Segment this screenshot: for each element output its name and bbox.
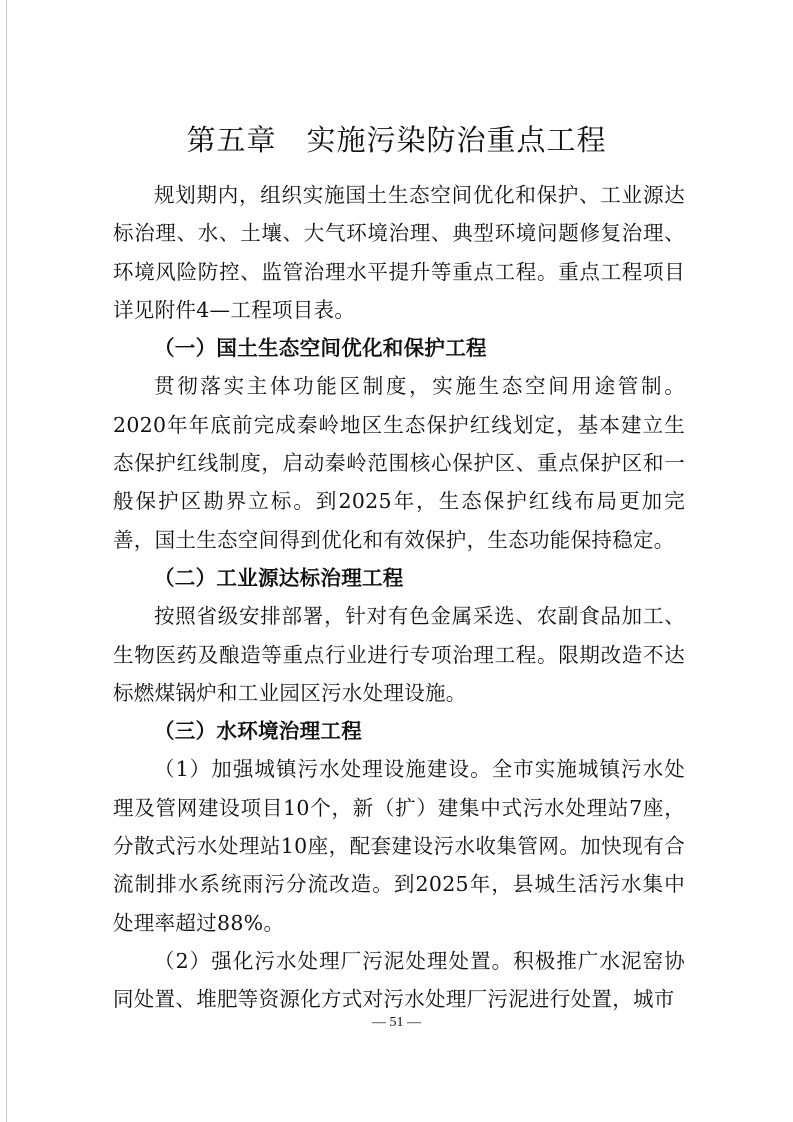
section-heading-2: （二）工业源达标治理工程 — [154, 565, 404, 590]
chapter-title: 第五章 实施污染防治重点工程 — [186, 123, 607, 157]
paragraph-section-2: 按照省级安排部署，针对有色金属采选、农副食品加工、生物医药及酿造等重点行业进行专项治理工程。限期改造不达标燃煤锅炉和工业园区污水处理设施。 — [113, 604, 685, 705]
page-number: — 51 — — [372, 1015, 421, 1030]
paragraph-section-3-item-2: （2）强化污水处理厂污泥处理处置。积极推广水泥窑协同处置、堆肥等资源化方式对污水处理厂污泥进行处置，城市 — [113, 948, 685, 1012]
paragraph-section-3-item-1: （1）加强城镇污水处理设施建设。全市实施城镇污水处理及管网建设项目10个，新（扩）建集中式污水处理站7座，分散式污水处理站10座，配套建设污水收集管网。加快现有合流制排水系统雨污分流改造。到2025年，县城生活污水集中处理率超过88%。 — [113, 757, 685, 935]
page-edge-line — [6, 0, 7, 1122]
section-heading-1: （一）国土生态空间优化和保护工程 — [154, 336, 487, 361]
paragraph-section-1: 贯彻落实主体功能区制度，实施生态空间用途管制。2020年年底前完成秦岭地区生态保护红线划定，基本建立生态保护红线制度，启动秦岭范围核心保护区、重点保护区和一般保护区勘界立标。到2025年，生态保护红线布局更加完善，国土生态空间得到优化和有效保护，生态功能保持稳定。 — [113, 374, 685, 552]
paragraph-intro: 规划期内，组织实施国土生态空间优化和保护、工业源达标治理、水、土壤、大气环境治理、典型环境问题修复治理、环境风险防控、监管治理水平提升等重点工程。重点工程项目详见附件4—工程项目表。 — [113, 183, 685, 322]
body-text — [113, 176, 685, 1019]
section-heading-3: （三）水环境治理工程 — [154, 719, 362, 744]
